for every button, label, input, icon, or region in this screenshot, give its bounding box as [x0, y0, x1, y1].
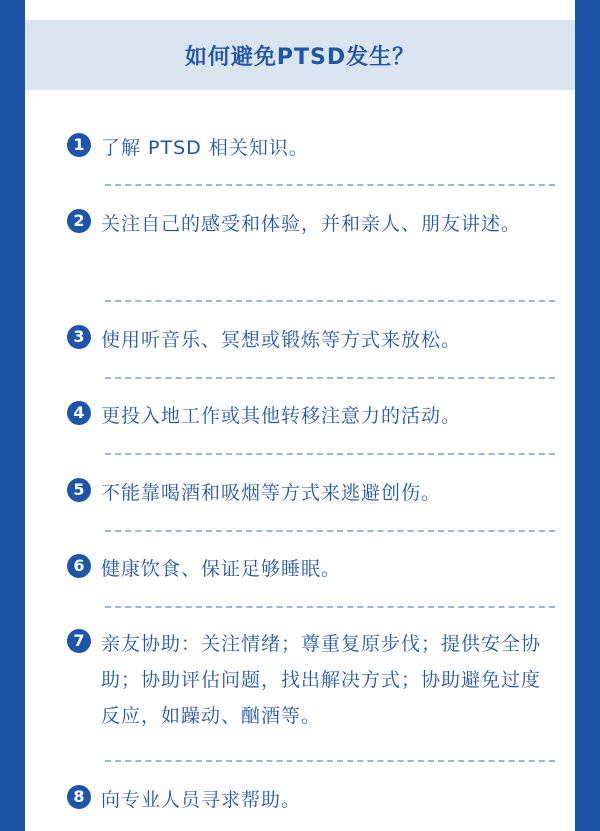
- number-badge: 5: [67, 478, 91, 502]
- divider: [105, 606, 555, 608]
- divider: [105, 760, 555, 762]
- number-badge: 1: [67, 133, 91, 157]
- info-card: [25, 0, 575, 831]
- divider: [105, 453, 555, 455]
- item-text: 更投入地工作或其他转移注意力的活动。: [101, 405, 462, 427]
- divider: [105, 377, 555, 379]
- divider: [105, 300, 555, 302]
- item-text: 使用听音乐、冥想或锻炼等方式来放松。: [101, 329, 462, 351]
- number-badge: 7: [67, 629, 91, 653]
- number-badge: 2: [67, 209, 91, 233]
- number-badge: 6: [67, 554, 91, 578]
- number-badge: 8: [67, 785, 91, 809]
- number-badge: 3: [67, 325, 91, 349]
- page-title: 如何避免PTSD发生？: [184, 44, 416, 70]
- number-badge: 4: [67, 401, 91, 425]
- item-text: 健康饮食、保证足够睡眠。: [101, 558, 342, 580]
- header-banner: [25, 20, 575, 90]
- item-text: 关注自己的感受和体验，并和亲人、朋友讲述。: [101, 213, 522, 235]
- item-text: 了解 PTSD 相关知识。: [101, 137, 309, 159]
- divider: [105, 530, 555, 532]
- item-text: 不能靠喝酒和吸烟等方式来逃避创伤。: [101, 482, 442, 504]
- item-text: 亲友协助：关注情绪；尊重复原步伐；提供安全协助；协助评估问题，找出解决方式；协助避免过度反应，如躁动、酗酒等。: [101, 633, 542, 727]
- divider: [105, 184, 555, 186]
- item-text: 向专业人员寻求帮助。: [101, 789, 302, 811]
